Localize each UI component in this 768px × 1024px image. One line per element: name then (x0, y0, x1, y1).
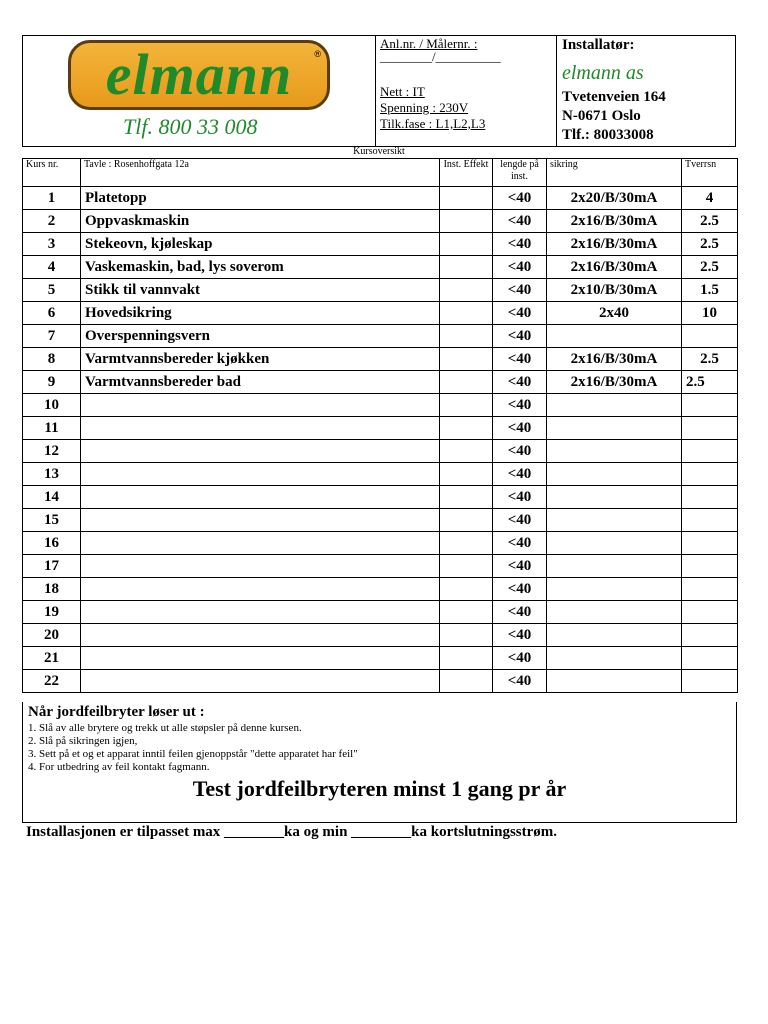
circuit-number: 19 (23, 601, 81, 624)
table-row (23, 394, 738, 417)
circuit-number: 8 (23, 348, 81, 371)
circuit-effekt (440, 624, 493, 647)
circuit-length: <40 (493, 302, 547, 325)
circuit-number: 1 (23, 187, 81, 210)
circuit-effekt (440, 233, 493, 256)
circuit-length: <40 (493, 647, 547, 670)
circuit-length: <40 (493, 256, 547, 279)
circuit-effekt (440, 325, 493, 348)
instruction-step: 1. Slå av alle brytere og trekk ut alle støpsler på denne kursen. (28, 722, 302, 734)
circuit-fuse (547, 440, 682, 463)
circuit-number: 3 (23, 233, 81, 256)
circuit-cross-section: 10 (682, 302, 738, 325)
test-reminder: Test jordfeilbryteren minst 1 gang pr år (192, 776, 567, 801)
table-row (23, 555, 738, 578)
circuit-fuse (547, 578, 682, 601)
circuit-fuse (547, 417, 682, 440)
table-row (23, 210, 738, 233)
circuit-description: Varmtvannsbereder bad (81, 371, 440, 394)
table-row (23, 233, 738, 256)
circuit-length: <40 (493, 532, 547, 555)
table-row (23, 624, 738, 647)
instruction-step: 4. For utbedring av feil kontakt fagmann. (28, 761, 210, 773)
circuit-description (81, 670, 440, 693)
circuit-description (81, 601, 440, 624)
circuit-cross-section (682, 532, 738, 555)
circuit-length: <40 (493, 279, 547, 302)
circuit-number: 7 (23, 325, 81, 348)
circuit-fuse (547, 325, 682, 348)
col-header-effekt: Inst. Effekt (440, 159, 493, 187)
table-row (23, 417, 738, 440)
table-row (23, 578, 738, 601)
col-header-tverrsn: Tverrsn (682, 159, 738, 187)
logo-text: elmann (105, 42, 293, 107)
circuit-number: 16 (23, 532, 81, 555)
table-header-row (23, 159, 738, 187)
circuit-description: Platetopp (81, 187, 440, 210)
circuit-description (81, 394, 440, 417)
circuit-effekt (440, 463, 493, 486)
circuit-length: <40 (493, 670, 547, 693)
circuit-table (22, 158, 738, 693)
circuit-length: <40 (493, 578, 547, 601)
table-row (23, 486, 738, 509)
circuit-cross-section (682, 601, 738, 624)
circuit-effekt (440, 302, 493, 325)
table-row (23, 325, 738, 348)
circuit-fuse (547, 601, 682, 624)
circuit-effekt (440, 394, 493, 417)
circuit-description: Hovedsikring (81, 302, 440, 325)
circuit-number: 2 (23, 210, 81, 233)
circuit-fuse (547, 670, 682, 693)
circuit-effekt (440, 486, 493, 509)
circuit-cross-section: 2.5 (682, 233, 738, 256)
table-row (23, 256, 738, 279)
circuit-cross-section (682, 417, 738, 440)
circuit-cross-section (682, 670, 738, 693)
circuit-cross-section: 2.5 (682, 348, 738, 371)
circuit-cross-section: 2.5 (682, 256, 738, 279)
circuit-cross-section (682, 440, 738, 463)
fault-instructions (22, 702, 737, 823)
circuit-description: Oppvaskmaskin (81, 210, 440, 233)
circuit-description (81, 463, 440, 486)
circuit-number: 21 (23, 647, 81, 670)
circuit-cross-section (682, 463, 738, 486)
installation-fields (375, 36, 557, 146)
circuit-fuse (547, 394, 682, 417)
logo-phone: Tlf. 800 33 008 (123, 114, 258, 139)
circuit-fuse (547, 624, 682, 647)
table-row (23, 279, 738, 302)
table-row (23, 647, 738, 670)
circuit-description (81, 417, 440, 440)
circuit-effekt (440, 371, 493, 394)
circuit-length: <40 (493, 555, 547, 578)
circuit-length: <40 (493, 394, 547, 417)
circuit-fuse: 2x16/B/30mA (547, 371, 682, 394)
table-row (23, 463, 738, 486)
circuit-description (81, 486, 440, 509)
registered-mark: ® (314, 49, 321, 59)
circuit-fuse: 2x20/B/30mA (547, 187, 682, 210)
circuit-length: <40 (493, 440, 547, 463)
circuit-length: <40 (493, 187, 547, 210)
circuit-length: <40 (493, 348, 547, 371)
circuit-cross-section: 2.5 (682, 371, 738, 394)
circuit-number: 9 (23, 371, 81, 394)
instruction-step: 3. Sett på et og et apparat inntil feilen gjenoppstår "dette apparatet har feil" (28, 748, 358, 760)
circuit-effekt (440, 670, 493, 693)
circuit-length: <40 (493, 417, 547, 440)
installer-name: elmann as (562, 62, 644, 84)
circuit-cross-section (682, 325, 738, 348)
circuit-cross-section: 4 (682, 187, 738, 210)
circuit-length: <40 (493, 509, 547, 532)
circuit-description: Varmtvannsbereder kjøkken (81, 348, 440, 371)
installer-info (557, 36, 735, 146)
circuit-fuse (547, 647, 682, 670)
table-row (23, 440, 738, 463)
spenning-field: Spenning : 230V (380, 100, 469, 115)
circuit-effekt (440, 647, 493, 670)
circuit-length: <40 (493, 624, 547, 647)
table-row (23, 371, 738, 394)
table-row (23, 187, 738, 210)
circuit-number: 18 (23, 578, 81, 601)
circuit-effekt (440, 417, 493, 440)
circuit-cross-section (682, 647, 738, 670)
circuit-fuse (547, 532, 682, 555)
nett-field: Nett : IT (380, 84, 425, 99)
circuit-length: <40 (493, 601, 547, 624)
circuit-length: <40 (493, 233, 547, 256)
anl-maler-blank: ________/__________ (380, 49, 501, 64)
circuit-number: 10 (23, 394, 81, 417)
anl-maler-label: Anl.nr. / Målernr. : (380, 36, 478, 51)
col-header-sikring: sikring (547, 159, 682, 187)
circuit-number: 11 (23, 417, 81, 440)
installer-street: Tvetenveien 164 (562, 89, 666, 105)
circuit-description (81, 555, 440, 578)
installer-label: Installatør: (562, 37, 635, 53)
circuit-length: <40 (493, 486, 547, 509)
circuit-description (81, 647, 440, 670)
circuit-description (81, 532, 440, 555)
circuit-cross-section: 2.5 (682, 210, 738, 233)
circuit-number: 20 (23, 624, 81, 647)
circuit-length: <40 (493, 463, 547, 486)
instruction-step: 2. Slå på sikringen igjen, (28, 735, 138, 747)
table-row (23, 532, 738, 555)
circuit-fuse (547, 509, 682, 532)
circuit-description (81, 624, 440, 647)
circuit-description: Stekeovn, kjøleskap (81, 233, 440, 256)
short-circuit-footer: Installasjonen er tilpasset max ________ka og min ________ka kortslutningsstrøm. (26, 824, 558, 840)
circuit-number: 12 (23, 440, 81, 463)
table-row (23, 302, 738, 325)
circuit-effekt (440, 578, 493, 601)
circuit-effekt (440, 440, 493, 463)
circuit-fuse: 2x16/B/30mA (547, 210, 682, 233)
circuit-description (81, 578, 440, 601)
circuit-number: 14 (23, 486, 81, 509)
installer-city: N-0671 Oslo (562, 108, 641, 124)
elmann-logo (68, 40, 330, 110)
circuit-description (81, 509, 440, 532)
circuit-cross-section (682, 555, 738, 578)
circuit-fuse (547, 486, 682, 509)
circuit-effekt (440, 532, 493, 555)
circuit-number: 4 (23, 256, 81, 279)
tilk-fase-field: Tilk.fase : L1,L2,L3 (380, 116, 486, 131)
circuit-fuse: 2x16/B/30mA (547, 348, 682, 371)
circuit-effekt (440, 210, 493, 233)
circuit-number: 22 (23, 670, 81, 693)
circuit-length: <40 (493, 325, 547, 348)
installer-phone: Tlf.: 80033008 (562, 127, 654, 143)
logo-cell (23, 36, 375, 146)
circuit-effekt (440, 555, 493, 578)
circuit-effekt (440, 509, 493, 532)
circuit-description: Overspenningsvern (81, 325, 440, 348)
circuit-effekt (440, 256, 493, 279)
circuit-fuse: 2x16/B/30mA (547, 233, 682, 256)
table-row (23, 601, 738, 624)
circuit-length: <40 (493, 371, 547, 394)
circuit-fuse: 2x40 (547, 302, 682, 325)
circuit-cross-section (682, 578, 738, 601)
table-row (23, 670, 738, 693)
circuit-cross-section (682, 624, 738, 647)
circuit-cross-section (682, 486, 738, 509)
col-header-desc: Tavle : Rosenhoffgata 12a (81, 159, 440, 187)
circuit-description: Vaskemaskin, bad, lys soverom (81, 256, 440, 279)
circuit-cross-section (682, 394, 738, 417)
col-header-nr: Kurs nr. (23, 159, 81, 187)
circuit-cross-section: 1.5 (682, 279, 738, 302)
table-row (23, 348, 738, 371)
circuit-cross-section (682, 509, 738, 532)
circuit-effekt (440, 187, 493, 210)
circuit-effekt (440, 348, 493, 371)
circuit-fuse: 2x10/B/30mA (547, 279, 682, 302)
circuit-number: 17 (23, 555, 81, 578)
circuit-number: 15 (23, 509, 81, 532)
circuit-fuse: 2x16/B/30mA (547, 256, 682, 279)
table-row (23, 509, 738, 532)
circuit-effekt (440, 601, 493, 624)
circuit-fuse (547, 555, 682, 578)
circuit-fuse (547, 463, 682, 486)
circuit-description (81, 440, 440, 463)
instructions-heading: Når jordfeilbryter løser ut : (28, 704, 205, 720)
circuit-description: Stikk til vannvakt (81, 279, 440, 302)
circuit-number: 5 (23, 279, 81, 302)
col-header-lengde: lengde på inst. (493, 159, 547, 187)
circuit-number: 13 (23, 463, 81, 486)
circuit-length: <40 (493, 210, 547, 233)
circuit-effekt (440, 279, 493, 302)
header-box (22, 35, 736, 147)
table-caption: Kursoversikt (353, 146, 405, 157)
circuit-number: 6 (23, 302, 81, 325)
